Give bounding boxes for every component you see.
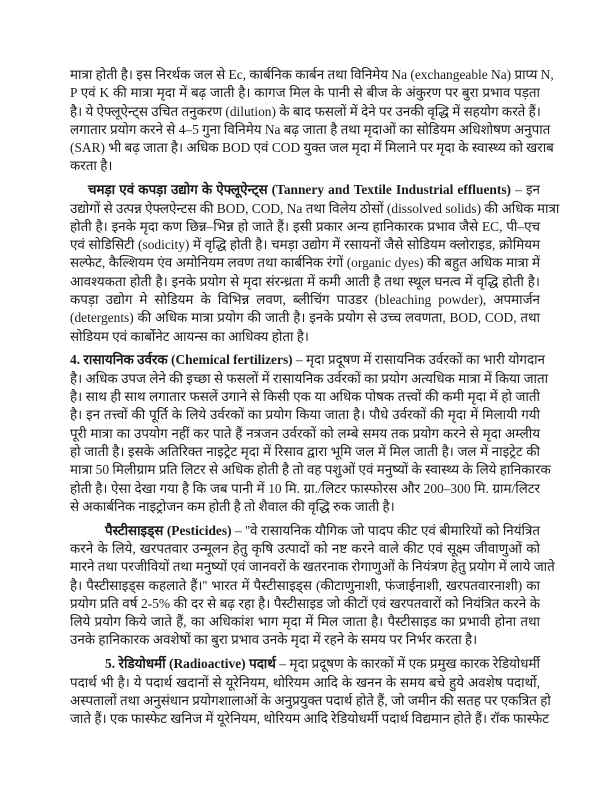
text-line	[70, 406, 540, 424]
text-line	[70, 540, 540, 558]
text-line	[70, 692, 551, 710]
line-text: पूरी मात्रा का उपयोग नहीं कर पाते हैं नत्रजन उर्वरकों को लम्बे समय तक प्रयोग करने से मृदा अम्लीय	[70, 425, 540, 441]
text-line	[70, 710, 550, 728]
text-line	[70, 370, 549, 388]
radioactive-paragraph	[70, 655, 551, 728]
line-text: है। साथ ही साथ लगातार फसलें उगाने से किसी एक या अधिक पोषक तत्त्वों की कमी मृदा में हो जाती	[70, 389, 540, 405]
text-line	[70, 121, 551, 139]
text-line	[70, 674, 540, 692]
text-line	[70, 498, 540, 516]
text-line	[70, 309, 540, 327]
chemical-fertilizers-paragraph	[70, 351, 551, 516]
line-text: (SAR) भी बढ़ जाता है। अधिक BOD एवं COD युक्त जल मृदा में मिलाने पर मृदा के स्वास्थ्य को खराब	[70, 140, 554, 156]
text-line	[70, 522, 540, 540]
text-line	[70, 613, 540, 631]
text-line	[70, 351, 545, 369]
line-text: से अकार्बनिक नाइट्रोजन कम होती है तो शैवाल की वृद्धि रुक जाती है।	[70, 498, 395, 514]
line-text: है। पैस्टीसाइड्स कहलाते हैं।'' भारत में पैस्टीसाइड्स (कीटाणुनाशी, फंजाईनाशी, खरपतवारनाशी) का	[70, 577, 540, 593]
section-heading: 4. रासायनिक उर्वरक (Chemical fertilizers)	[70, 352, 293, 368]
line-text: प्रयोग प्रति वर्ष 2-5% की दर से बढ़ रहा है। पैस्टीसाइड जो कीटों एवं खरपतवारों को नियंत्रित करने के	[70, 595, 540, 611]
text-line	[70, 328, 540, 346]
text-line	[70, 577, 540, 595]
section-heading: 5. रेडियोधर्मी (Radioactive) पदार्थ	[105, 656, 276, 672]
line-text: मात्रा होती है। इस निरर्थक जल से Ec, कार्बनिक कार्बन तथा विनिमेय Na (exchangeable Na) प्राप्य N,	[70, 67, 554, 82]
paper-mill-effluents-paragraph	[70, 66, 554, 176]
line-text: हो जाती है। इसके अतिरिक्त नाइट्रेट मृदा में रिसाव द्वारा भूमि जल में मिल जाती है। जल में नाइट्रेट की	[70, 443, 540, 459]
text-line	[70, 558, 555, 576]
text-line	[70, 181, 540, 199]
tannery-textile-paragraph	[70, 181, 560, 346]
line-text: होती है। ऐसा देखा गया है कि जब पानी में 10 मि. ग्रा./लिटर फास्फोरस और 200–300 मि. ग्राम/लिटर	[70, 480, 540, 496]
line-text: – मृदा प्रदूषण के कारकों में एक प्रमुख कारक रेडियोधर्मी	[275, 656, 540, 672]
line-text: मारने तथा परजीवियों तथा मनुष्यों एवं जानवरों के खतरनाक रोगाणुओं के नियंत्रण हेतु प्रयोग में लाये जाते	[70, 559, 555, 575]
text-line	[70, 631, 540, 649]
text-line	[70, 443, 540, 461]
line-text: – ''वे रासायनिक यौगिक जो पादप कीट एवं बीमारियों को नियंत्रित	[231, 522, 540, 538]
text-line	[70, 254, 540, 272]
line-text: लिये प्रयोग किये जाते हैं, का अधिकांश भाग मृदा में मिल जाता है। पैस्टीसाइड का प्रभावी होना तथा	[70, 614, 540, 630]
line-text: सल्फेट, कैल्शियम एंव अमोनियम लवण तथा कार्बनिक रंगों (organic dyes) की बहुत अधिक मात्रा में	[70, 255, 540, 271]
line-text: उद्योगों से उत्पन्न ऐफ्लऐन्टस की BOD, COD, Na तथा विलेय ठोसों (dissolved solids) की अधिक मात्रा	[70, 200, 560, 216]
line-text: – इन	[511, 182, 540, 198]
line-text: है। ये ऐफ्लूऐन्ट्स उचित तनुकरण (dilution) के बाद फसलों में देने पर उनकी वृद्धि में सहयोग करते हैं।	[70, 103, 541, 119]
line-text: होती है। इनके मृदा कण छिन्न–भिन्न हो जाते हैं। इसी प्रकार अन्य हानिकारक प्रभाव जैसे EC, पी–एच	[70, 218, 540, 234]
line-text: करता है।	[70, 158, 113, 174]
pesticides-paragraph	[70, 522, 555, 650]
text-line	[70, 388, 540, 406]
text-line	[70, 157, 540, 175]
line-text: मात्रा 50 मिलीग्राम प्रति लिटर से अधिक होती है तो वह पशुओं एवं मनुष्यों के स्वास्थ्य के लिये हानिकारक	[70, 462, 551, 478]
text-line	[70, 480, 540, 498]
text-line	[70, 236, 540, 254]
line-text: कपड़ा उद्योग मे सोडियम के विभिन्न लवण, ब्लीचिंग पाउडर (bleaching powder), अपमार्जन	[70, 292, 540, 308]
line-text: (detergents) की अधिक मात्रा प्रयोग की जाती है। इनके प्रयोग से उच्च लवणता, BOD, COD, तथा	[70, 310, 540, 326]
text-line	[70, 218, 540, 236]
line-text: आवश्यकता होती है। इनके प्रयोग से मृदा संरन्ध्रता में कमी आती है तथा स्थूल घनत्व में वृद्धि होती है।	[70, 273, 540, 289]
line-text: है। इन तत्त्वों की पूर्ति के लिये उर्वरकों का प्रयोग किया जाता है। पौधे उर्वरकों की मृदा में मिलायी गयी	[70, 407, 540, 423]
text-line	[70, 200, 560, 218]
line-text: एवं सोडिसिटी (sodicity) में वृद्धि होती है। चमड़ा उद्योग में रसायनों जैसे सोडियम क्लोराइड, क्रोमियम	[70, 237, 540, 253]
text-line	[70, 84, 540, 102]
text-line	[70, 425, 540, 443]
text-line	[70, 273, 540, 291]
text-line	[70, 291, 540, 309]
line-text: पदार्थ भी है। ये पदार्थ खदानों से यूरेनियम, थोरियम आदि के खनन के समय बचे हुये अवशेष पदार्थो,	[70, 674, 540, 690]
section-heading: पैस्टीसाइड्स (Pesticides)	[105, 522, 232, 538]
text-line	[70, 103, 540, 121]
text-line	[70, 139, 554, 157]
line-text: अस्पतालों तथा अनुसंधान प्रयोगशालाओं के अनुप्रयुक्त पदार्थ होते हैं, जो जमीन की सतह पर एकत्रित हो	[70, 692, 551, 708]
text-line	[70, 461, 551, 479]
text-line	[70, 655, 540, 673]
line-text: – मृदा प्रदूषण में रासायनिक उर्वरकों का भारी योगदान	[292, 352, 545, 368]
section-heading: चमड़ा एवं कपड़ा उद्योग के ऐफ्लूऐन्ट्स (Tannery and Textile Industrial effluents)	[88, 182, 511, 198]
text-line	[70, 66, 554, 84]
document-page	[70, 66, 560, 734]
line-text: उनके हानिकारक अवशेषों का बुरा प्रभाव उनके मृदा में रहने के समय पर निर्भर करता है।	[70, 632, 478, 648]
text-line	[70, 595, 540, 613]
line-text: जाते हैं। एक फास्फेट खनिज में यूरेनियम, थोरियम आदि रेडियोधर्मी पदार्थ विद्यमान होते हैं। रॉक फास्फेट	[70, 711, 550, 727]
line-text: P एवं K की मात्रा मृदा में बढ़ जाती है। कागज मिल के पानी से बीज के अंकुरण पर बुरा प्रभाव पड़ता	[70, 85, 540, 101]
line-text: सोडियम एवं कार्बोनेट आयन्स का आधिक्य होता है।	[70, 328, 310, 344]
line-text: है। अधिक उपज लेने की इच्छा से फसलों में रासायनिक उर्वरकों का प्रयोग अत्यधिक मात्रा में किया जाता	[70, 370, 549, 386]
line-text: लगातार प्रयोग करने से 4–5 गुना विनिमेय Na बढ़ जाता है तथा मृदाओं का सोडियम अधिशोषण अनुपात	[70, 121, 551, 137]
line-text: करने के लिये, खरपतवार उन्मूलन हेतु कृषि उत्पादों को नष्ट करने वाले कीट एवं सूक्ष्म जीवाणुओं को	[70, 540, 540, 556]
